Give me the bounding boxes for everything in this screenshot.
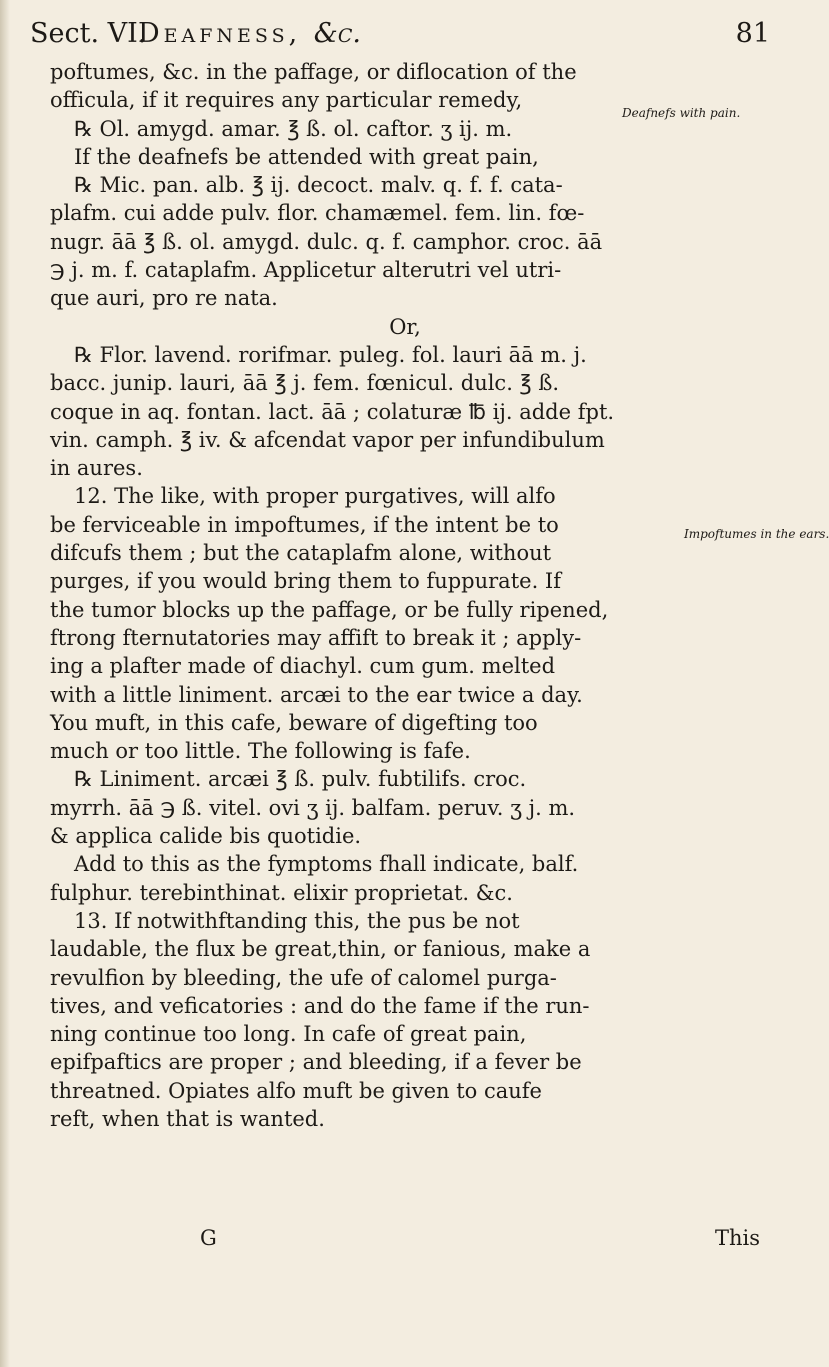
signature-mark: G [200,1226,217,1250]
text-line: tives, and veficatories : and do the fame if the run- [50,993,590,1018]
text-line: purges, if you would bring them to fuppurate. If [50,569,561,594]
page-body-text [50,58,760,1133]
text-line: officula, if it requires any particular remedy, [50,88,523,113]
catchword: This [714,1226,760,1250]
text-line: You muft, in this cafe, beware of digefting too [50,710,538,735]
running-title-suffix: &c. [313,18,361,49]
text-line: reft, when that is wanted. [50,1106,325,1131]
recipe-line: vin. camph. ℥ iv. & afcendat vapor per infundibulum [50,427,605,452]
page-number: 81 [735,18,770,49]
recipe-line: ℈ j. m. f. cataplafm. Applicetur alterutri vel utri- [50,258,562,283]
text-line: ftrong fternutatories may affift to break it ; apply- [50,625,582,650]
text-line: If the deafnefs be attended with great pain, [74,144,539,169]
recipe-line: ℞ Mic. pan. alb. ℥ ij. decoct. malv. q. f. f. cata- [74,173,563,198]
text-line: much or too little. The following is fafe. [50,739,471,764]
text-line: ing a plafter made of diachyl. cum gum. melted [50,654,556,679]
section-label: Sect. VI. [30,18,147,49]
running-title: Deafness, &c. [138,18,361,49]
running-header [30,14,770,54]
recipe-line: in aures. [50,456,143,481]
margin-note-impostumes: Impoftumes in the ears. [684,527,829,541]
recipe-line: nugr. āā ℥ ß. ol. amygd. dulc. q. f. camphor. croc. āā [50,229,603,254]
text-line: ning continue too long. In cafe of great pain, [50,1022,527,1047]
text-line: the tumor blocks up the paffage, or be fully ripened, [50,597,609,622]
text-line: 13. If notwithftanding this, the pus be not [74,908,520,933]
recipe-line: ℞ Liniment. arcæi ℥ ß. pulv. fubtilifs. croc. [74,767,527,792]
text-line: fulphur. terebinthinat. elixir proprietat. &c. [50,880,513,905]
text-line: Add to this as the fymptoms fhall indicate, balf. [74,852,579,877]
recipe-line: myrrh. āā ℈ ß. vitel. ovi ʒ ij. balfam. peruv. ʒ j. m. [50,795,576,820]
margin-note-deafness-pain: Deafnefs with pain. [622,106,741,120]
text-line: be ferviceable in impoftumes, if the intent be to [50,512,559,537]
text-line: poftumes, &c. in the paffage, or diflocation of the [50,60,577,84]
recipe-line: ℞ Flor. lavend. rorifmar. puleg. fol. lauri āā m. j. [74,342,587,367]
page-footer [50,1226,760,1256]
recipe-line: & applica calide bis quotidie. [50,824,362,849]
page-gutter-shadow [0,0,10,1367]
recipe-line: que auri, pro re nata. [50,286,278,311]
text-line: 12. The like, with proper purgatives, will alfo [74,484,556,509]
recipe-line: coque in aq. fontan. lact. āā ; colaturæ ℔ ij. adde fpt. [50,399,615,424]
text-line: Or, [389,314,421,339]
recipe-line: plafm. cui adde pulv. flor. chamæmel. fem. lin. fœ- [50,201,585,226]
text-line: epifpaftics are proper ; and bleeding, if a fever be [50,1050,582,1075]
text-line: threatned. Opiates alfo muft be given to caufe [50,1078,542,1103]
recipe-line: ℞ Ol. amygd. amar. ℥ ß. ol. caftor. ʒ ij. m. [74,116,513,141]
text-line: laudable, the flux be great,thin, or fanious, make a [50,937,591,962]
text-line: difcufs them ; but the cataplafm alone, without [50,541,552,566]
recipe-line: bacc. junip. lauri, āā ℥ j. fem. fœnicul. dulc. ℥ ß. [50,371,560,396]
text-line: revulfion by bleeding, the ufe of calomel purga- [50,965,557,990]
text-line: with a little liniment. arcæi to the ear twice a day. [50,682,583,707]
